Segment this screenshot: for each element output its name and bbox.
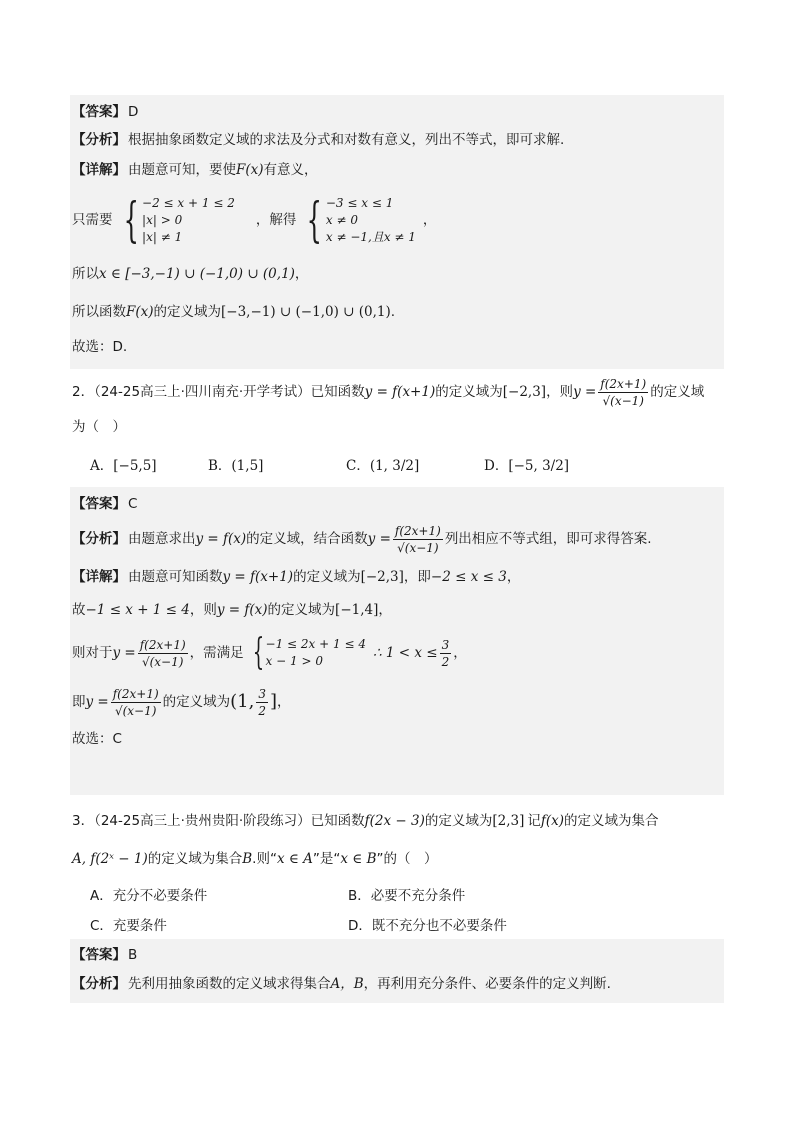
q3-stem-line2: A, f(2ˣ − 1) 的定义域为集合 B .则“ x ∈ A ”是“ x ∈ B ”的（ ） [72,851,438,867]
q3-options-row1 [70,879,724,909]
q2-answer: 【答案】 C [72,496,138,512]
q3-option-b[interactable]: B．必要不充分条件 [348,888,466,904]
q2-ie: 即 y = $\frac{f(2x+1)}{√(x-1)}$ 的定义域为 (1, $\frac{3}{2}$ ] ， [72,686,291,718]
q2-solution [70,487,724,795]
q3-analysis: 【分析】 先利用抽象函数的定义域求得集合 A，B ，再利用充分条件、必要条件的定义判断. [72,976,611,992]
q3-stem-line1: 3．（24-25高三上·贵州贵阳·阶段练习）已知函数 f(2x − 3) 的定义域为 [2,3] 记 f(x) 的定义域为集合 [72,813,659,829]
q1-so2: 所以函数 F(x) 的定义域为 [−3,−1) ∪ (−1,0) ∪ (0,1) . [72,304,396,320]
q1-solution [70,95,724,369]
q2-analysis: 【分析】 由题意求出 y = f(x) 的定义域，结合函数 y = $\frac{f(2x+1)}{√(x-1)}$ 列出相应不等式组，即可求得答案. [72,523,652,555]
q2-for: 则对于 y = $\frac{f(2x+1)}{√(x-1)}$ ，需满足 { −1 ≤ 2x + 1 ≤ 4 x − 1 > 0 ∴ 1 < x ≤ $\frac{3}{2}$ ， [72,632,467,673]
q3-solution [70,939,724,1003]
q2-hence: 故 −1 ≤ x + 1 ≤ 4 ，则 y = f(x) 的定义域为 [−1,4] ， [72,602,392,618]
q3-question [70,795,724,939]
q2-system: { −1 ≤ 2x + 1 ≤ 4 x − 1 > 0 [252,632,366,673]
q3-option-a[interactable]: A．充分不必要条件 [90,888,208,904]
q1-system-2: { −3 ≤ x ≤ 1 x ≠ 0 x ≠ −1,且x ≠ 1 [306,192,416,248]
q2-stem-line2: 为（ ） [72,419,126,435]
q1-choose: 故选：D. [72,339,128,355]
q1-analysis: 【分析】 根据抽象函数定义域的求法及分式和对数有意义，列出不等式，即可求解. [72,132,565,148]
q1-system-1: { −2 ≤ x + 1 ≤ 2 |x| > 0 |x| ≠ 1 [123,192,235,248]
q3-answer: 【答案】 B [72,947,138,963]
q2-question [70,369,724,487]
q2-option-b[interactable]: B．(1,5] [208,458,264,474]
q2-fraction: $\frac{f(2x+1)}{√(x-1)}$ [600,376,647,408]
q2-choose: 故选：C [72,731,122,747]
q3-option-d[interactable]: D．既不充分也不必要条件 [348,918,507,934]
document-page [70,95,724,1003]
q1-detail: 【详解】 由题意可知，要使 F(x) 有意义， [72,162,318,178]
q1-so1: 所以 x ∈ [−3,−1) ∪ (−1,0) ∪ (0,1) ， [72,266,309,282]
q1-answer: 【答案】 D [72,104,139,120]
q2-option-c[interactable]: C．(1, 3/2] [346,458,420,474]
q2-detail: 【详解】 由题意可知函数 y = f(x+1) 的定义域为 [−2,3] ，即 −2 ≤ x ≤ 3 ， [72,569,521,585]
q2-options [70,441,724,487]
q2-option-d[interactable]: D．[−5, 3/2] [484,458,570,474]
q3-options-row2 [70,909,724,939]
q2-stem-line1: 2．（24-25高三上·四川南充·开学考试）已知函数 y = f(x+1) 的定义域为 [−2,3] ，则 y = $\frac{f(2x+1)}{√(x-1)}$ 的定义域 [72,376,705,408]
q3-option-c[interactable]: C．充要条件 [90,918,167,934]
q2-option-a[interactable]: A．[−5,5] [90,458,157,474]
q1-system: 只需要 { −2 ≤ x + 1 ≤ 2 |x| > 0 |x| ≠ 1 ，解得 { −3 ≤ x ≤ 1 x ≠ 0 x ≠ −1,且x ≠ 1 ， [72,192,437,248]
